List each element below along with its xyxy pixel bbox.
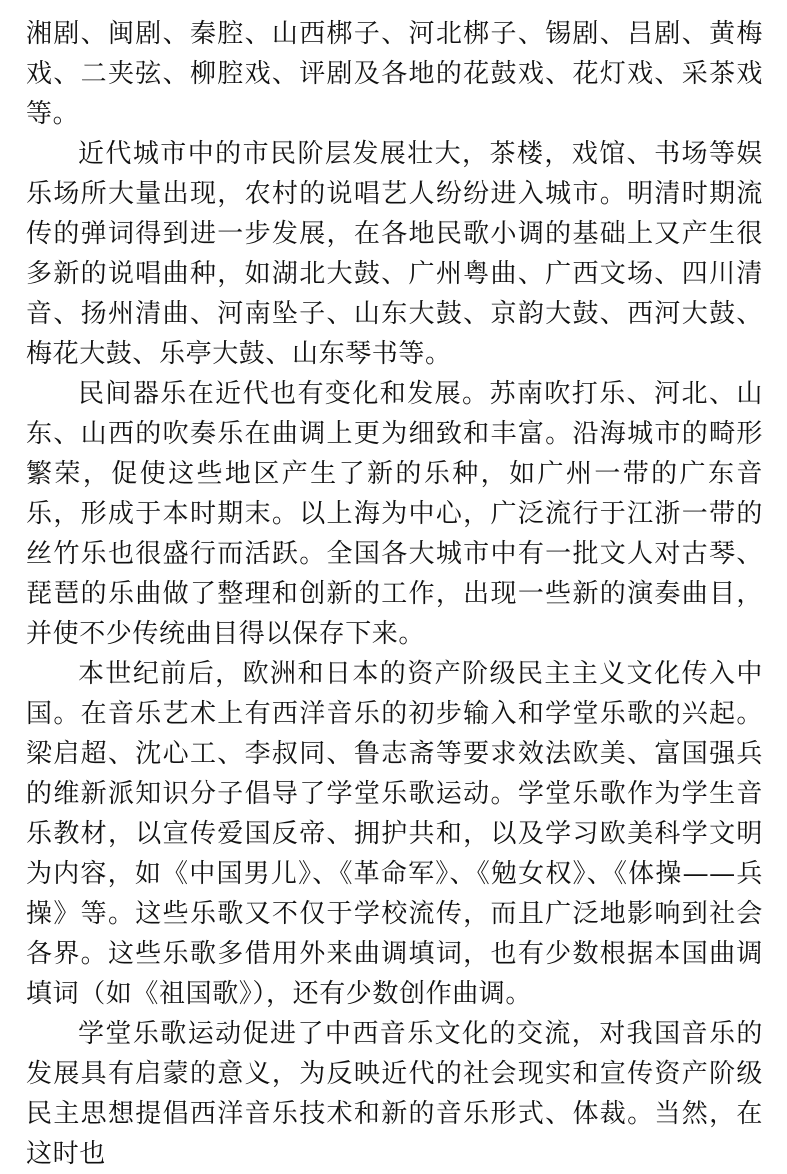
paragraph-1: 湘剧、闽剧、秦腔、山西梆子、河北梆子、锡剧、吕剧、黄梅戏、二夹弦、柳腔戏、评剧及各地的花鼓戏、花灯戏、采茶戏等。 bbox=[26, 19, 763, 129]
paragraph-2: 近代城市中的市民阶层发展壮大，茶楼，戏馆、书场等娱乐场所大量出现，农村的说唱艺人纷纷进入城市。明清时期流传的弹词得到进一步发展，在各地民歌小调的基础上又产生很多新的说唱曲种，如湖北大鼓、广州粤曲、广西文场、四川清音、扬州清曲、河南坠子、山东大鼓、京韵大鼓、西河大鼓、梅花大鼓、乐亭大鼓、山东琴书等。 bbox=[26, 139, 763, 369]
paragraph-4: 本世纪前后，欧洲和日本的资产阶级民主主义文化传入中国。在音乐艺术上有西洋音乐的初步输入和学堂乐歌的兴起。梁启超、沈心工、李叔同、鲁志斋等要求效法欧美、富国强兵的维新派知识分子倡导了学堂乐歌运动。学堂乐歌作为学生音乐教材，以宣传爱国反帝、拥护共和，以及学习欧美科学文明为内容，如《中国男儿》、《革命军》、《勉女权》、《体操——兵操》等。这些乐歌又不仅于学校流传，而且广泛地影响到社会各界。这些乐歌多借用外来曲调填词，也有少数根据本国曲调填词（如《祖国歌》），还有少数创作曲调。 bbox=[26, 659, 763, 1009]
paragraph-5: 学堂乐歌运动促进了中西音乐文化的交流，对我国音乐的发展具有启蒙的意义，为反映近代的社会现实和宣传资产阶级民主思想提倡西洋音乐技术和新的音乐形式、体裁。当然，在这时也 bbox=[26, 1019, 763, 1169]
paragraph-3: 民间器乐在近代也有变化和发展。苏南吹打乐、河北、山东、山西的吹奏乐在曲调上更为细致和丰富。沿海城市的畸形繁荣，促使这些地区产生了新的乐种，如广州一带的广东音乐，形成于本时期末。以上海为中心，广泛流行于江浙一带的丝竹乐也很盛行而活跃。全国各大城市中有一批文人对古琴、琵琶的乐曲做了整理和创新的工作，出现一些新的演奏曲目，并使不少传统曲目得以保存下来。 bbox=[26, 379, 763, 649]
